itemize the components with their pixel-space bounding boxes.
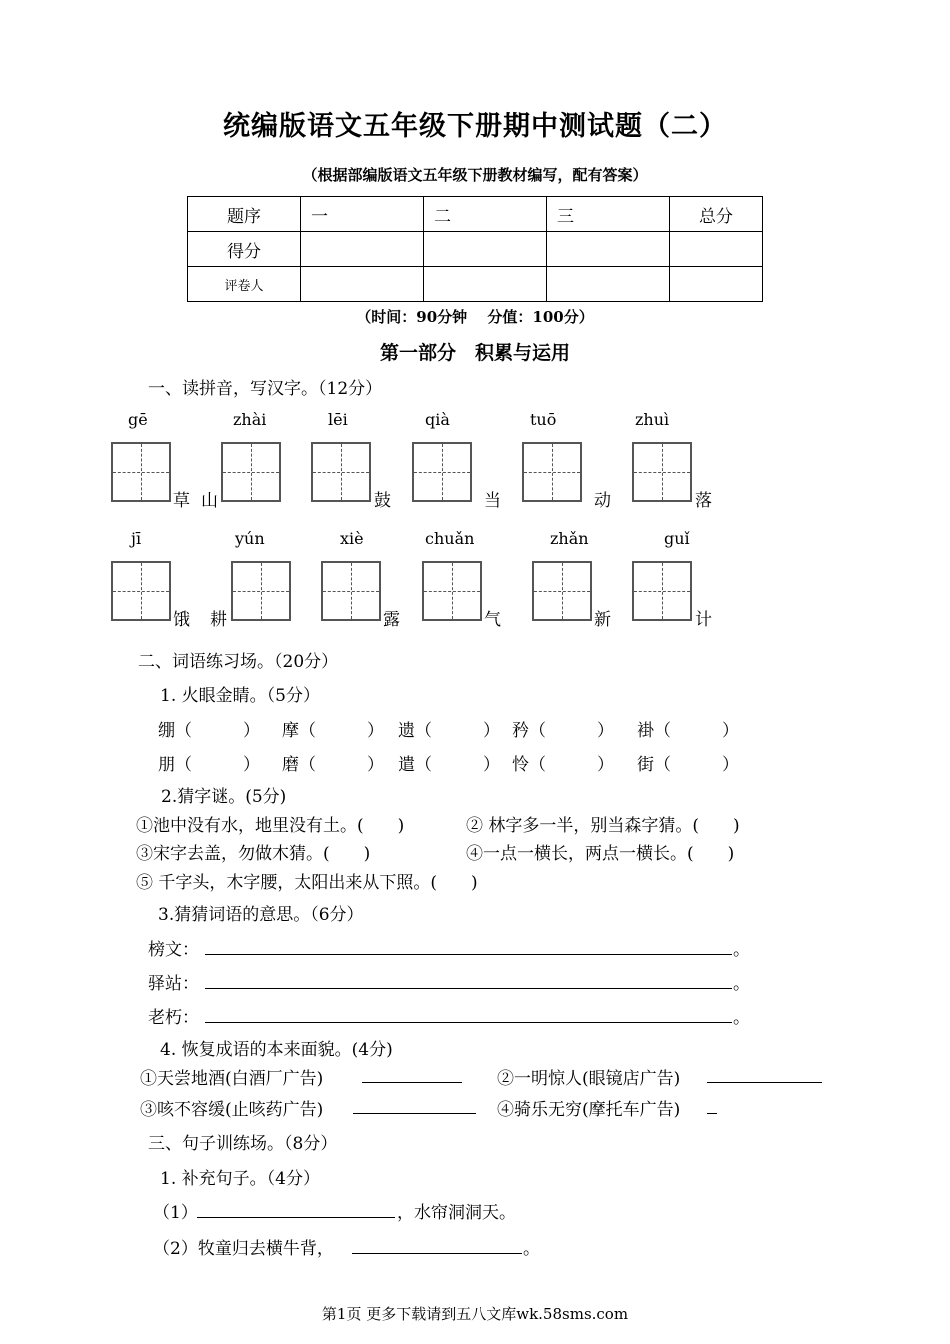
word-blank: 绷（ ）	[158, 721, 260, 741]
writing-box[interactable]	[231, 561, 291, 621]
hint-char: 气	[484, 610, 501, 630]
word-blank: 摩（ ）	[282, 721, 384, 741]
riddle-item: ④一点一横长，两点一横长。( )	[466, 844, 735, 864]
pinyin: jī	[131, 529, 142, 548]
writing-box[interactable]	[111, 561, 171, 621]
table-row	[188, 197, 763, 232]
pinyin: tuō	[530, 410, 557, 429]
sentence-prefix: （2）牧童归去横牛背，	[153, 1239, 334, 1259]
score-cell[interactable]	[301, 232, 424, 267]
word-blank: 遣（ ）	[398, 755, 500, 775]
hint-char: 露	[383, 610, 400, 630]
riddle-item: ①池中没有水，地里没有土。( )	[136, 816, 405, 836]
header-cell: 总分	[670, 197, 763, 232]
score-cell[interactable]	[547, 232, 670, 267]
writing-box[interactable]	[532, 561, 592, 621]
hint-char: 新	[594, 610, 611, 630]
writing-box[interactable]	[412, 442, 472, 502]
hint-char: 当	[484, 491, 501, 511]
q2-title: 2.猜字谜。(5分)	[161, 787, 287, 807]
score-table	[187, 196, 763, 302]
hint-char: 饿	[173, 610, 190, 630]
hint-char: 山	[201, 491, 218, 511]
sentence-suffix: 。	[523, 1239, 540, 1259]
page-footer: 第1页 更多下载请到五八文库wk.58sms.com	[321, 1305, 629, 1323]
writing-box[interactable]	[632, 442, 692, 502]
section1-heading: 一、读拼音，写汉字。（12分）	[148, 379, 383, 399]
word-blank: 褂（ ）	[637, 721, 739, 741]
header-cell: 二	[424, 197, 547, 232]
pinyin: zhài	[233, 410, 267, 429]
answer-line[interactable]	[197, 1217, 395, 1218]
pinyin: qià	[425, 410, 450, 429]
answer-line[interactable]	[353, 1113, 476, 1114]
answer-line[interactable]	[205, 1022, 732, 1023]
table-row	[188, 232, 763, 267]
answer-line[interactable]	[707, 1113, 717, 1114]
writing-box[interactable]	[632, 561, 692, 621]
pinyin: xiè	[340, 529, 364, 548]
writing-box[interactable]	[321, 561, 381, 621]
pinyin: guǐ	[664, 529, 690, 548]
idiom-item: ④骑乐无穷(摩托车广告)	[497, 1100, 681, 1120]
sentence-suffix: ，水帘洞洞天。	[397, 1203, 516, 1223]
time-info: （时间：90分钟 分值：100分）	[356, 308, 594, 326]
hint-char: 耕	[210, 610, 227, 630]
page-subtitle: （根据部编版语文五年级下册教材编写，配有答案）	[302, 166, 648, 184]
word-blank: 街（ ）	[637, 755, 739, 775]
idiom-item: ②一明惊人(眼镜店广告)	[497, 1069, 681, 1089]
end-mark: 。	[733, 940, 750, 960]
writing-box[interactable]	[111, 442, 171, 502]
q1-title: 1. 火眼金睛。（5分）	[160, 686, 320, 706]
writing-box[interactable]	[311, 442, 371, 502]
q4-title: 4. 恢复成语的本来面貌。(4分)	[160, 1040, 393, 1060]
header-cell: 题序	[188, 197, 301, 232]
idiom-item: ①天尝地酒(白酒厂广告)	[140, 1069, 324, 1089]
hint-char: 落	[695, 491, 712, 511]
pinyin: lēi	[328, 410, 348, 429]
row-label-score: 得分	[188, 232, 301, 267]
pinyin: yún	[235, 529, 265, 548]
word-blank: 磨（ ）	[282, 755, 384, 775]
grader-cell[interactable]	[547, 267, 670, 302]
header-cell: 一	[301, 197, 424, 232]
answer-line[interactable]	[707, 1082, 822, 1083]
sentence-prefix: （1）	[153, 1203, 198, 1223]
score-cell[interactable]	[424, 232, 547, 267]
word-blank: 朋（ ）	[158, 755, 260, 775]
answer-line[interactable]	[352, 1253, 522, 1254]
writing-box[interactable]	[422, 561, 482, 621]
word-blank: 怜（ ）	[512, 755, 614, 775]
end-mark: 。	[733, 974, 750, 994]
q3-title: 3.猜猜词语的意思。（6分）	[158, 905, 364, 925]
hint-char: 动	[594, 491, 611, 511]
hint-char: 计	[695, 610, 712, 630]
meaning-label: 榜文：	[148, 940, 199, 960]
writing-box[interactable]	[522, 442, 582, 502]
writing-box[interactable]	[221, 442, 281, 502]
grader-cell[interactable]	[424, 267, 547, 302]
row-label-grader: 评卷人	[188, 267, 301, 302]
idiom-item: ③咳不容缓(止咳药广告)	[140, 1100, 324, 1120]
word-blank: 矜（ ）	[512, 721, 614, 741]
riddle-item: ③宋字去盖，勿做木猜。( )	[136, 844, 371, 864]
header-cell: 三	[547, 197, 670, 232]
word-blank: 遗（ ）	[398, 721, 500, 741]
section2-heading: 二、词语练习场。（20分）	[138, 652, 339, 672]
answer-line[interactable]	[205, 954, 732, 955]
grader-cell[interactable]	[670, 267, 763, 302]
end-mark: 。	[733, 1008, 750, 1028]
riddle-item: ② 林字多一半，别当森字猜。( )	[466, 816, 740, 836]
score-cell[interactable]	[670, 232, 763, 267]
pinyin: zhuì	[635, 410, 670, 429]
s3-q1-title: 1. 补充句子。（4分）	[160, 1169, 320, 1189]
hint-char: 草	[173, 491, 190, 511]
pinyin: zhǎn	[550, 529, 589, 548]
pinyin: gē	[128, 410, 148, 429]
part-title: 第一部分 积累与运用	[379, 342, 570, 364]
hint-char: 鼓	[374, 491, 391, 511]
grader-cell[interactable]	[301, 267, 424, 302]
page-title: 统编版语文五年级下册期中测试题（二）	[223, 111, 727, 142]
meaning-label: 老朽：	[148, 1008, 199, 1028]
answer-line[interactable]	[205, 988, 732, 989]
table-row	[188, 267, 763, 302]
riddle-item: ⑤ 千字头，木字腰，太阳出来从下照。( )	[136, 873, 478, 893]
section3-heading: 三、句子训练场。（8分）	[148, 1134, 338, 1154]
meaning-label: 驿站：	[148, 974, 199, 994]
answer-line[interactable]	[362, 1082, 462, 1083]
pinyin: chuǎn	[425, 529, 475, 548]
